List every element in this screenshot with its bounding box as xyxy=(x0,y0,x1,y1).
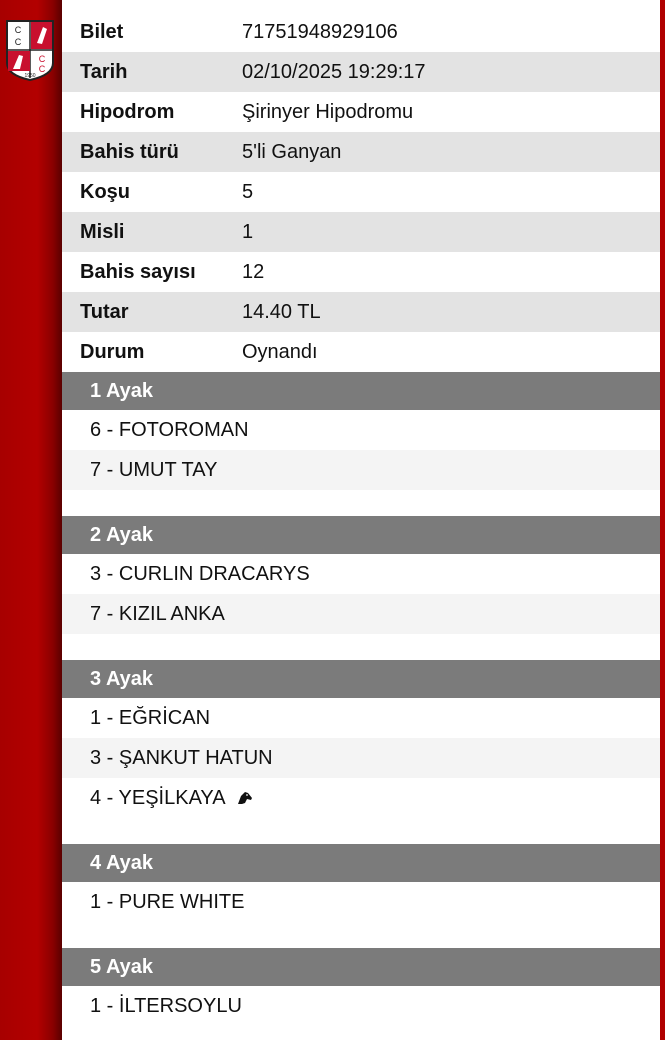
info-value: 02/10/2025 19:29:17 xyxy=(242,60,426,83)
horse-name: 7 - UMUT TAY xyxy=(90,458,218,481)
horse-row xyxy=(62,882,660,922)
ticket-info-table xyxy=(62,12,660,372)
horse-name: 1 - EĞRİCAN xyxy=(90,706,211,729)
leg-header: 3 Ayak xyxy=(62,660,660,698)
svg-text:C: C xyxy=(38,54,46,64)
info-label: Misli xyxy=(80,220,125,243)
info-row-hipodrom xyxy=(62,92,660,132)
info-value: Şirinyer Hipodromu xyxy=(242,100,414,123)
horse-name: 1 - İLTERSOYLU xyxy=(90,994,242,1017)
info-value: Oynandı xyxy=(242,340,318,363)
info-row-bahis-turu xyxy=(62,132,660,172)
horse-head-icon xyxy=(236,790,254,806)
info-value: 5 xyxy=(242,180,254,203)
info-value: 12 xyxy=(242,260,265,283)
info-row-misli xyxy=(62,212,660,252)
leg-spacer xyxy=(62,634,660,660)
horse-row xyxy=(62,554,660,594)
info-value: 71751948929106 xyxy=(242,20,398,43)
svg-text:1950: 1950 xyxy=(24,73,36,79)
info-row-kosu xyxy=(62,172,660,212)
horse-row xyxy=(62,450,660,490)
leg-1 xyxy=(62,372,660,516)
right-border xyxy=(660,0,665,1040)
horse-name: 3 - CURLIN DRACARYS xyxy=(90,562,310,585)
horse-name: 6 - FOTOROMAN xyxy=(90,418,249,441)
info-row-bilet xyxy=(62,12,660,52)
info-row-tutar xyxy=(62,292,660,332)
horse-row xyxy=(62,778,660,818)
svg-text:C: C xyxy=(14,37,22,47)
club-crest-logo xyxy=(5,19,55,81)
horse-row xyxy=(62,594,660,634)
leg-spacer xyxy=(62,490,660,516)
info-value: 1 xyxy=(242,220,254,243)
left-sidebar xyxy=(0,0,62,1040)
horse-row xyxy=(62,738,660,778)
horse-name: 3 - ŞANKUT HATUN xyxy=(90,746,273,769)
info-label: Bahis sayısı xyxy=(80,260,196,283)
info-label: Hipodrom xyxy=(80,100,175,123)
leg-header: 5 Ayak xyxy=(62,948,660,986)
horse-row xyxy=(62,698,660,738)
ticket-detail xyxy=(62,12,660,1026)
leg-2 xyxy=(62,516,660,660)
info-label: Durum xyxy=(80,340,145,363)
leg-header: 4 Ayak xyxy=(62,844,660,882)
horse-name: 1 - PURE WHITE xyxy=(90,890,245,913)
info-row-bahis-sayisi xyxy=(62,252,660,292)
leg-3 xyxy=(62,660,660,844)
leg-spacer xyxy=(62,922,660,948)
leg-5 xyxy=(62,948,660,1026)
horse-name: 4 - YEŞİLKAYA xyxy=(90,786,226,809)
svg-text:C: C xyxy=(14,25,22,35)
info-label: Koşu xyxy=(80,180,130,203)
horse-row xyxy=(62,410,660,450)
info-value: 14.40 TL xyxy=(242,300,321,323)
leg-4 xyxy=(62,844,660,948)
info-row-durum xyxy=(62,332,660,372)
info-value: 5'li Ganyan xyxy=(242,140,342,163)
leg-spacer xyxy=(62,818,660,844)
info-label: Tutar xyxy=(80,300,129,323)
horse-name: 7 - KIZIL ANKA xyxy=(90,602,225,625)
info-label: Bilet xyxy=(80,20,124,43)
leg-header: 2 Ayak xyxy=(62,516,660,554)
info-label: Tarih xyxy=(80,60,128,83)
info-label: Bahis türü xyxy=(80,140,179,163)
leg-header: 1 Ayak xyxy=(62,372,660,410)
horse-row xyxy=(62,986,660,1026)
info-row-tarih xyxy=(62,52,660,92)
svg-text:C: C xyxy=(38,64,46,74)
